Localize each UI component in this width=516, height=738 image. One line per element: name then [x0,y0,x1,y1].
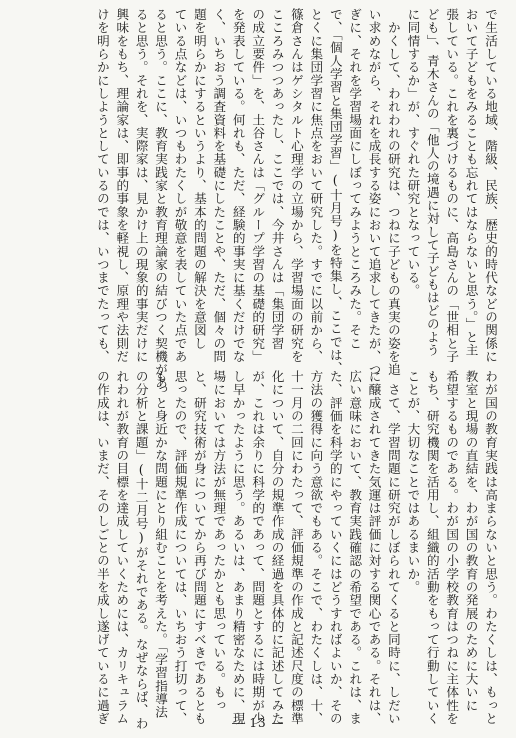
text-column: ぎに、それを学習場面にしぼってみようところみた。そこ [347,8,363,350]
text-column: が、これは余りに科学的であって、問題とするには時期が少 [250,370,266,726]
text-column: とくに集団学習に焦点をおいて研究した。すでに以前から、 [308,8,324,364]
text-column: 題を明らかにするというより、基本的問題の解決を意図し [191,8,207,350]
text-column: で生活している地域、階級、民族、歴史的時代などの関係に [483,8,498,364]
text-column: 思ったので、評価規準作成については、いちおう打切って、 [172,370,188,726]
text-column: 十一月の二回にわたって、評価規準の作成と記述尺度の標準 [288,370,304,726]
text-column: さて、学習問題に研究がしぼられてくると同時に、しだい [385,370,401,726]
text-column: かくして、われわれの研究は、つねに子どもの真実の姿を追 [385,8,401,377]
page-number: — 13 — [231,716,285,730]
text-column: 方法の獲得に向う意欲でもある。そこで、わたくしは、十、 [308,370,324,726]
text-column: わが国の教育実践は高まらないと思う。わたくしは、もっと [483,370,498,726]
text-column: で、「個人学習と集団学習」(十月号)を特集し、ここでは、 [327,8,343,375]
upper-text-block [92,8,500,390]
text-column: けを明らかにしようとしているのでは、いつまでたっても、 [94,8,110,364]
text-column: し早かったように思う。あるいは、あまり精密なために、現 [230,370,246,726]
text-column: い求めながら、それを成長する姿において追求してきたが、つ [366,8,382,377]
text-column: 篠倉さんはゲシタルト心理学の立場から、学習場面の研究を [288,8,304,364]
text-column: く、いちおう調査資料を基礎にしたことや、ただ、個々の問 [211,8,227,364]
text-column: 場においては方法が無理であったかとも思っている。もっ [211,370,227,712]
text-column: ている点などは、いつもわたくしが敬意を表していた点であ [172,8,188,364]
text-column: れわれが教育の目標を達成していくためには、カリキュラム [114,370,130,726]
text-column: ども」、青木さんの「他人の境遇に対して子どもはどのよう [424,8,440,357]
text-column: 化について、自分の規準作成の経過を具体的に記述してみた [269,370,285,726]
text-column: を発表している。何れも、ただ、経験的事実に基くだけでな [230,8,246,364]
text-column: に醸成されてきた気運は評価に対する関心である。それは、 [366,370,382,726]
text-column: 希望するものである。わが国の小学校教育はつねに主体性を [444,370,460,726]
text-column: の分析と課題」(十二月号)がそれである。なぜならば、わ [133,370,149,730]
text-column: た、評価を科学的にやっていくにはどうすればよいか、その [327,370,343,726]
text-column: 教室と現場の直結を、わが国の教育の発展のために大いに [463,370,479,712]
text-column: 興味をもち、理論家は、即事的事象を軽視し、原理や法則だ [114,8,130,364]
text-column: に同情するか」が、すぐれた研究となっている。 [405,8,421,298]
text-column: ると思う。ここに、教育実践家と教育理論家の結びつく契機があ [153,8,169,390]
text-column: 広い意味において、教育実践確認の希望である。これは、ま [347,370,363,726]
text-column: おいて子どもをみることも忘れてはならないと思う。」と主 [463,8,479,357]
text-column: ると思う。それを、実際家は、見かけ上の現象的事実だけに [133,8,149,364]
text-column: 張している。これを裏づけるものに、高島さんの「世相と子 [444,8,460,364]
text-column: ことが、大切なことではあるまいか。 [405,370,421,594]
text-column: こころみつつあったし、ここでは、今井さんは「集団学習 [269,8,285,350]
text-column: と、研究技術が身についてから再び問題にすべきであるとも [191,370,207,726]
text-column: もっと身近かな問題にとり組むことを考えた。「学習指導法 [153,370,169,719]
text-column: の成立要件」を、土谷さんは「グループ学習の基礎的研究」 [250,8,266,364]
text-column: もち、研究機関を活用し、組織的活動をもって行動していく [424,370,440,726]
text-column: の作成は、いまだ、そのしごとの半を成し遂げているに過ぎ [94,370,110,726]
